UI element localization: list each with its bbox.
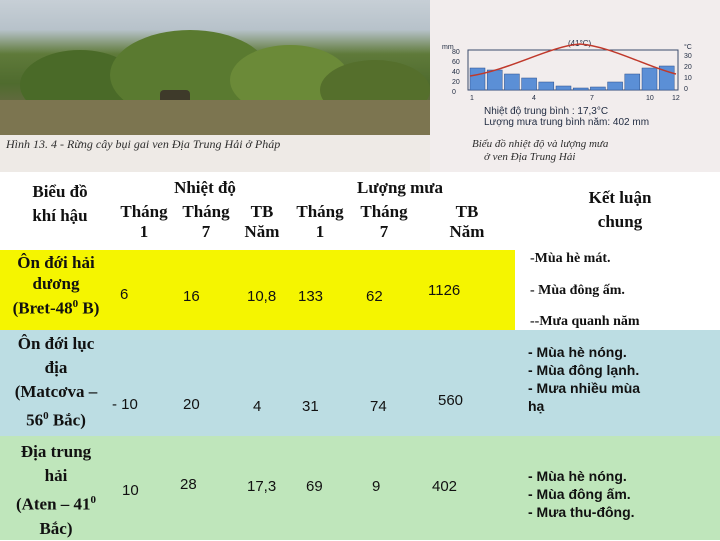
header-rain-month7-label: Tháng	[360, 202, 408, 221]
row2-conclusion-1: - Mùa hè nóng.	[528, 344, 627, 360]
row3-station	[0, 440, 112, 541]
row3-temp-month7: 28	[180, 476, 197, 493]
rainfall-bar	[487, 70, 502, 90]
header-conclusion-line2: chung	[597, 212, 643, 231]
photo-caption-bar	[0, 135, 430, 172]
row3-station-line1: Địa trung	[20, 442, 92, 461]
header-temp-year-tb: TB	[250, 202, 274, 221]
chart-right-tick: 0	[684, 86, 688, 93]
row1-rain-month7: 62	[366, 288, 383, 305]
rainfall-bar	[573, 88, 588, 90]
row3-conclusion-3: - Mưa thu-đông.	[528, 504, 635, 520]
row3-rain-avg: 402	[432, 478, 458, 495]
row2-temp-month1: - 10	[112, 396, 138, 413]
row3-station-line3	[0, 488, 112, 517]
avg-rainfall-info: Lượng mưa trung bình năm: 402 mm	[484, 117, 650, 128]
header-station	[14, 180, 106, 228]
row2-station-line1: Ôn đới lục	[17, 334, 95, 353]
row1-temp-month7: 16	[183, 288, 200, 305]
chart-caption	[472, 138, 608, 164]
chart-right-tick: 10	[684, 75, 692, 82]
header-rain-year	[438, 202, 496, 242]
row2-station-line4	[0, 404, 112, 433]
row2-conclusion-2: - Mùa đông lạnh.	[528, 362, 640, 378]
rainfall-bar	[470, 68, 485, 90]
row2-conclusion-3: - Mưa nhiều mùa	[528, 380, 641, 396]
chart-left-tick: 20	[452, 79, 460, 86]
row1-conclusion-2: - Mùa đông ấm.	[530, 283, 625, 298]
header-rain-month7-num: 7	[379, 222, 389, 241]
row3-station-lat: (Aten – 41	[15, 494, 91, 514]
chart-right-tick: 20	[684, 64, 692, 71]
chart-right-unit: °C	[684, 44, 692, 51]
row3-rain-month1: 69	[306, 478, 323, 495]
chart-x-tick: 10	[646, 95, 654, 102]
header-temp-year-nam: Năm	[244, 222, 280, 241]
row1-conclusion-3: --Mưa quanh năm	[530, 314, 640, 329]
chart-left-unit: mm	[442, 44, 454, 51]
rainfall-bar	[539, 82, 554, 90]
chart-temp-header: (41°C)	[568, 40, 592, 48]
rainfall-bar	[642, 68, 657, 90]
row1-station	[0, 252, 112, 319]
row2-station-line2: địa	[44, 358, 68, 377]
row1-station-dir: B)	[78, 298, 100, 318]
row2-station	[0, 332, 112, 433]
rainfall-bar	[590, 87, 605, 90]
row2-station-lat: 56	[26, 410, 44, 430]
header-temp-month1-num: 1	[139, 222, 149, 241]
row2-temp-avg: 4	[253, 398, 262, 415]
header-conclusion-line1: Kết luận	[588, 188, 652, 207]
chart-left-tick: 60	[452, 59, 460, 66]
chart-caption-line1: Biểu đồ nhiệt độ và lượng mưa	[472, 138, 609, 150]
header-station-line2: khí hậu	[32, 206, 88, 225]
row2-temp-month7: 20	[183, 396, 200, 413]
row3-temp-month1: 10	[122, 482, 139, 499]
rainfall-bar	[504, 74, 519, 90]
row1-station-line2: dương	[32, 274, 80, 293]
header-station-line1: Biểu đồ	[32, 182, 88, 201]
photo-strip	[0, 0, 720, 172]
row1-temp-avg: 10,8	[247, 288, 277, 305]
row1-temp-month1: 6	[120, 286, 129, 303]
header-conclusion	[540, 186, 700, 234]
header-rain-year-nam: Năm	[449, 222, 485, 241]
chart-x-tick: 4	[532, 95, 536, 102]
header-rain-month1-num: 1	[315, 222, 325, 241]
row3-station-line2: hải	[44, 466, 68, 485]
header-rain-year-tb: TB	[455, 202, 479, 221]
row1-rain-month1: 133	[298, 288, 324, 305]
row2-rain-avg: 560	[438, 392, 464, 409]
photo-caption: Hình 13. 4 - Rừng cây bụi gai ven Địa Trung Hải ở Pháp	[6, 137, 281, 151]
row3-rain-month7: 9	[372, 478, 381, 495]
chart-x-tick: 1	[470, 95, 474, 102]
header-rain-month1	[288, 202, 352, 242]
header-rainfall: Lượng mưa	[356, 178, 444, 197]
rainfall-bar	[522, 78, 537, 90]
header-temp-month1-label: Tháng	[120, 202, 168, 221]
climate-info	[484, 106, 649, 128]
chart-caption-line2: ở ven Địa Trung Hải	[484, 151, 576, 163]
rainfall-bar	[625, 74, 640, 90]
chart-left-tick: 40	[452, 69, 460, 76]
row2-rain-month1: 31	[302, 398, 319, 415]
row2-conclusion-4: hạ	[528, 398, 545, 414]
header-temp-month1	[112, 202, 176, 242]
row1-rain-avg: 1126	[428, 282, 461, 299]
row1-station-lat: (Bret-48	[12, 298, 73, 318]
rainfall-bar	[608, 82, 623, 90]
row3-conclusion-1: - Mùa hè nóng.	[528, 468, 627, 484]
header-temp-month7-num: 7	[201, 222, 211, 241]
climate-chart	[440, 40, 710, 108]
row1-conclusion-1: -Mùa hè mát.	[530, 251, 611, 266]
shrubland-photo	[0, 0, 430, 135]
row3-temp-avg: 17,3	[247, 478, 277, 495]
row3-station-line4: Bắc)	[39, 518, 73, 538]
row1-station-degree: 0	[72, 298, 79, 310]
climate-table	[0, 172, 720, 540]
row2-station-dir: Bắc)	[48, 410, 86, 430]
header-temperature: Nhiệt độ	[174, 178, 236, 197]
row1-station-line1: Ôn đới hải	[17, 253, 95, 272]
row1-station-line3	[0, 294, 112, 319]
header-rain-month1-label: Tháng	[296, 202, 344, 221]
header-rain-month7	[352, 202, 416, 242]
header-temp-month7-label: Tháng	[182, 202, 230, 221]
header-temp-month7	[174, 202, 238, 242]
row2-rain-month7: 74	[370, 398, 387, 415]
header-temp-year	[236, 202, 288, 242]
chart-x-tick: 7	[590, 95, 594, 102]
chart-right-tick: 30	[684, 53, 692, 60]
row3-station-degree: 0	[90, 494, 97, 506]
chart-left-tick: 0	[452, 89, 456, 96]
chart-left-tick: 80	[452, 49, 460, 56]
row3-conclusion-2: - Mùa đông ấm.	[528, 486, 631, 502]
row2-station-line3: (Matcơva –	[14, 382, 98, 401]
avg-temperature-info: Nhiệt độ trung bình : 17,3°C	[484, 106, 609, 117]
rainfall-bar	[556, 86, 571, 90]
chart-x-tick: 12	[672, 95, 680, 102]
row2-station-degree: 0	[43, 410, 49, 422]
